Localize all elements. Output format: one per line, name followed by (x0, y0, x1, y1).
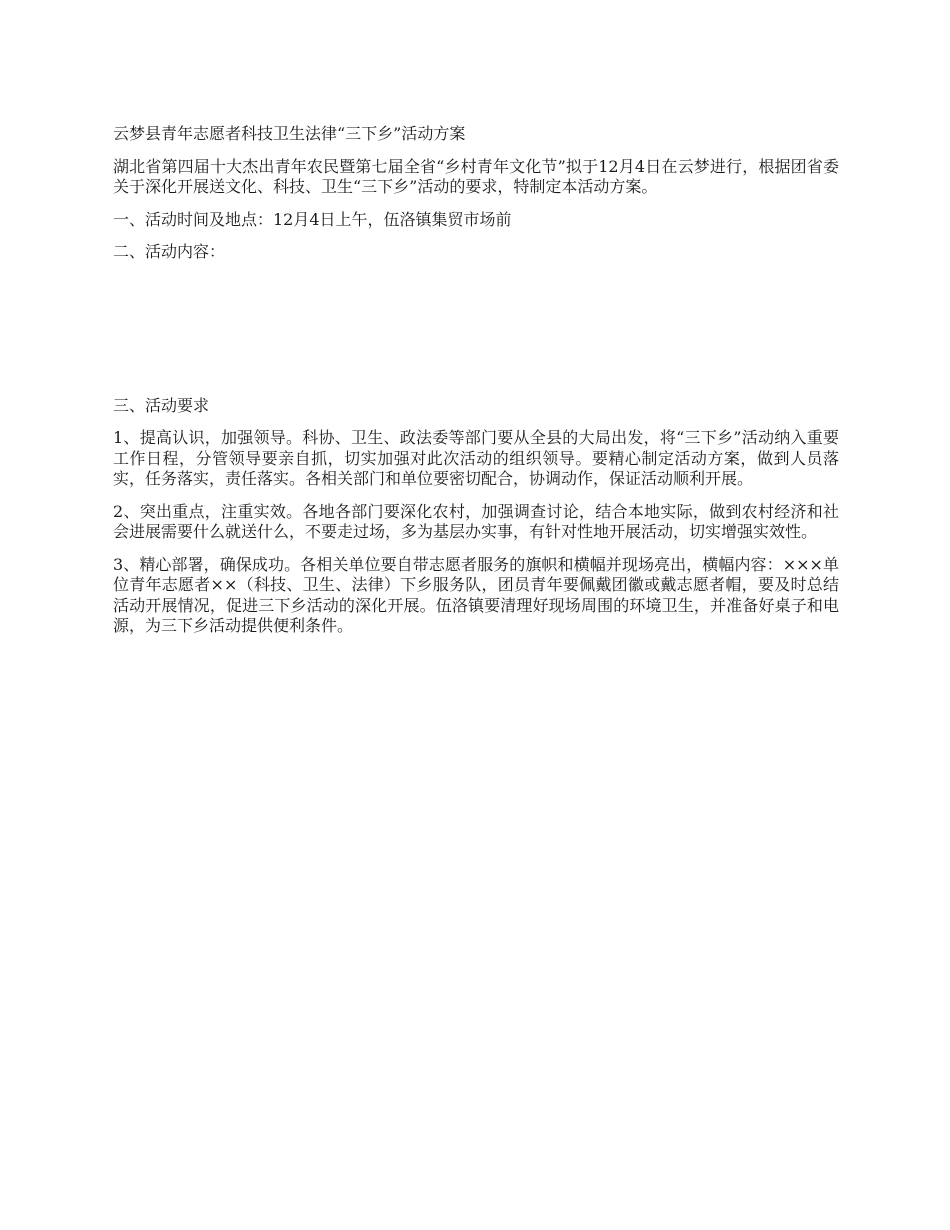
requirement-item-3: 3、精心部署，确保成功。各相关单位要自带志愿者服务的旗帜和横幅并现场亮出，横幅内容：×××单位青年志愿者××（科技、卫生、法律）下乡服务队，团员青年要佩戴团徽或戴志愿者帽，要及时总结活动开展情况，促进三下乡活动的深化开展。伍洛镇要清理好现场周围的环境卫生，并准备好桌子和电源，为三下乡活动提供便利条件。 (113, 554, 839, 635)
requirement-item-1: 1、提高认识，加强领导。科协、卫生、政法委等部门要从全县的大局出发，将“三下乡”活动纳入重要工作日程，分管领导要亲自抓，切实加强对此次活动的组织领导。要精心制定活动方案，做到人员落实，任务落实，责任落实。各相关部门和单位要密切配合，协调动作，保证活动顺利开展。 (113, 428, 839, 488)
section-content-heading: 二、活动内容： (113, 242, 226, 261)
document-title: 云梦县青年志愿者科技卫生法律“三下乡”活动方案 (113, 124, 466, 143)
intro-paragraph: 湖北省第四届十大杰出青年农民暨第七届全省“乡村青年文化节”拟于12月4日在云梦进行，根据团省委关于深化开展送文化、科技、卫生“三下乡”活动的要求，特制定本活动方案。 (113, 156, 839, 196)
section-time-location: 一、活动时间及地点：12月4日上午，伍洛镇集贸市场前 (113, 209, 512, 229)
requirement-item-2: 2、突出重点，注重实效。各地各部门要深化农村，加强调查讨论，结合本地实际，做到农村经济和社会进展需要什么就送什么，不要走过场，多为基层办实事，有针对性地开展活动，切实增强实效性。 (113, 501, 839, 541)
document-body (113, 124, 839, 649)
blank-space (113, 275, 839, 396)
section-requirements-heading: 三、活动要求 (113, 395, 210, 415)
